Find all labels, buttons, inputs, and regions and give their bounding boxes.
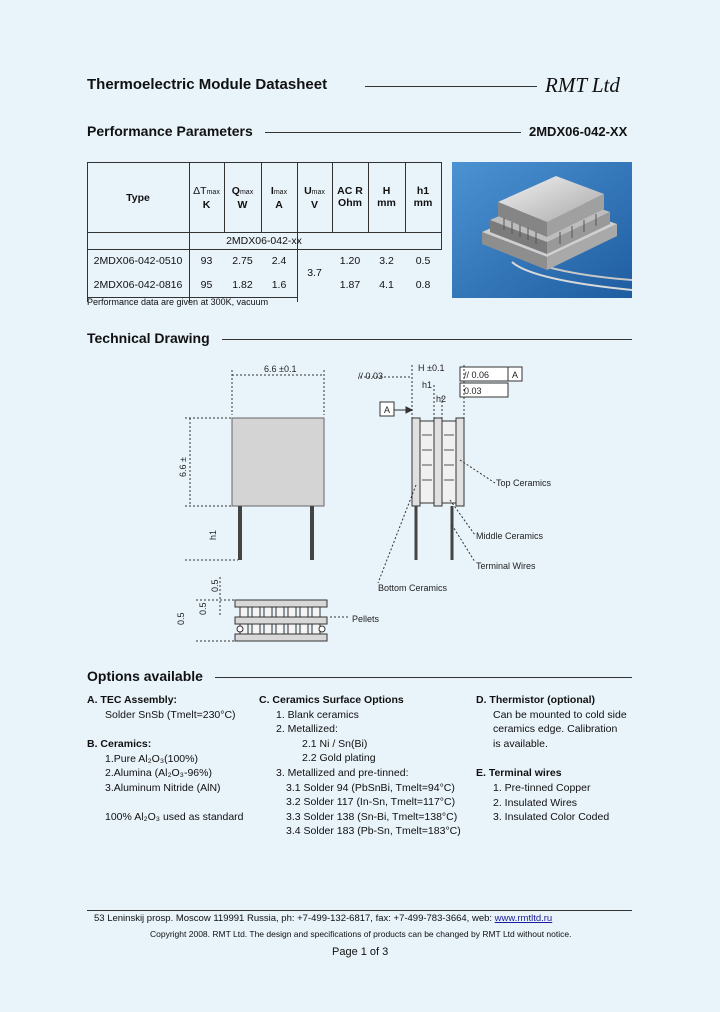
option-a-title: A. TEC Assembly: <box>87 694 178 706</box>
module-illustration <box>452 162 632 298</box>
header-acr: AC R Ohm <box>337 185 363 209</box>
options-title: Options available <box>87 668 203 684</box>
datum-a-label: A <box>384 405 391 415</box>
front-view-body <box>232 418 324 506</box>
table-cell: 4.1 <box>379 279 394 291</box>
group-label: 2MDX06-042-xx <box>226 235 302 247</box>
dim-h-label: H ±0.1 <box>418 363 445 373</box>
table-cell: 1.87 <box>339 279 361 291</box>
table-top-border <box>87 162 441 163</box>
footer-rule <box>87 910 632 911</box>
option-c-line: 3. Metallized and pre-tinned: <box>276 766 409 779</box>
dim-h1-side: h1 <box>422 380 433 390</box>
terminal-wires-label: Terminal Wires <box>476 561 536 571</box>
table-cell: 1.20 <box>339 255 361 267</box>
tol-left-label: // 0.03 <box>358 371 384 381</box>
bottom-ceramics-label: Bottom Ceramics <box>378 583 448 593</box>
option-b-line: 2.Alumina (Al₂O₃-96%) <box>105 767 212 780</box>
option-b-line <box>87 796 252 811</box>
table-cell: 2.4 <box>271 255 287 267</box>
header-rule <box>365 86 537 87</box>
side-dim-3: 0.5 <box>176 612 186 625</box>
header-dtmax: ΔTmax K <box>193 185 220 211</box>
table-cell-umax: 3.7 <box>307 267 322 279</box>
option-b-title: B. Ceramics: <box>87 738 152 751</box>
option-d-line: Can be mounted to cold side <box>493 708 627 721</box>
col-divider <box>441 162 442 250</box>
option-c-line: 3.4 Solder 183 (Pb-Sn, Tmelt=183°C) <box>286 825 461 838</box>
options-col-d <box>476 693 636 825</box>
footer-web-link[interactable]: www.rmtltd.ru <box>494 913 553 924</box>
option-b-line: 3.Aluminum Nitride (AlN) <box>105 781 221 794</box>
table-cell: 0.8 <box>415 279 431 291</box>
footer-address-text: 53 Leninskij prosp. Moscow 119991 Russia, ph: +7-499-132-6817, fax: +7-499-783-3664, web: <box>94 913 495 924</box>
dim-width-label: 6.6 ±0.1 <box>264 364 297 374</box>
header-type: Type <box>126 192 150 204</box>
side-dim-2: 0.5 <box>210 579 220 592</box>
option-d-line: ceramics edge. Calibration <box>493 723 618 736</box>
table-cell: 95 <box>200 279 213 291</box>
table-cell: 0.5 <box>415 255 431 267</box>
performance-table <box>87 162 441 302</box>
tol-ref-label: A <box>512 370 519 380</box>
header-imax: Imax A <box>270 185 288 211</box>
tol-flat-label: // 0.06 <box>464 370 490 380</box>
option-d-line: is available. <box>493 737 548 750</box>
row-divider <box>87 232 441 233</box>
side-dim-1: 0.5 <box>198 602 208 615</box>
page-title: Thermoelectric Module Datasheet <box>87 76 328 93</box>
footer-address <box>94 913 552 924</box>
table-cell: 1.6 <box>271 279 287 291</box>
header-h: H mm <box>377 185 396 209</box>
table-cell: 2MDX06-042-0816 <box>93 279 183 291</box>
option-c-line: 2. Metallized: <box>276 723 338 736</box>
option-c-title: C. Ceramics Surface Options <box>259 694 404 706</box>
option-e-line: 2. Insulated Wires <box>493 796 578 809</box>
table-cell: 2.75 <box>232 255 253 267</box>
part-code: 2MDX06-042-XX <box>529 124 628 139</box>
header-h1: h1 mm <box>413 185 433 209</box>
table-cell: 1.82 <box>232 279 253 291</box>
top-ceramics-label: Top Ceramics <box>496 478 552 488</box>
dim-h1-label: h1 <box>208 529 218 540</box>
option-b-line: 100% Al₂O₃ used as standard <box>105 811 244 824</box>
option-e-line: 3. Insulated Color Coded <box>493 811 610 824</box>
tol-box-label: 0.03 <box>464 386 482 396</box>
header-qmax: Qmax W <box>231 185 254 211</box>
option-c-line: 3.3 Solder 138 (Sn-Bi, Tmelt=138°C) <box>286 810 458 823</box>
dim-height-label: 6.6 ± <box>178 457 188 477</box>
option-b-line: 1.Pure Al₂O₃(100%) <box>105 752 198 765</box>
header-umax: Umax V <box>304 185 325 211</box>
option-e-title: E. Terminal wires <box>476 767 562 780</box>
technical-drawing <box>160 355 580 655</box>
option-c-line: 3.2 Solder 117 (In-Sn, Tmelt=117°C) <box>286 796 456 809</box>
page-number: Page 1 of 3 <box>332 946 389 958</box>
option-d-title: D. Thermistor (optional) <box>476 694 595 706</box>
footer-copyright: Copyright 2008. RMT Ltd. The design and specifications of products can be changed by RMT Ltd without notice. <box>150 929 572 939</box>
table-cell: 93 <box>200 255 213 267</box>
options-rule <box>215 677 632 678</box>
performance-rule <box>265 132 521 133</box>
table-cell: 2MDX06-042-0510 <box>93 255 183 267</box>
option-c-line: 3.1 Solder 94 (PbSnBi, Tmelt=94°C) <box>286 781 455 794</box>
options-col-c <box>259 693 469 839</box>
drawing-rule <box>222 339 632 340</box>
options-col-a <box>87 693 252 825</box>
dim-h2-label: h2 <box>436 394 447 404</box>
row-divider <box>87 249 441 250</box>
option-c-line: 2.1 Ni / Sn(Bi) <box>302 737 368 750</box>
option-e-line: 1. Pre-tinned Copper <box>493 781 591 794</box>
option-c-line: 2.2 Gold plating <box>302 752 376 765</box>
drawing-title: Technical Drawing <box>87 330 210 346</box>
option-a-line: Solder SnSb (Tmelt=230°C) <box>105 708 236 721</box>
table-cell: 3.2 <box>379 255 394 267</box>
option-c-line: 1. Blank ceramics <box>276 708 359 721</box>
middle-ceramics-label: Middle Ceramics <box>476 531 544 541</box>
pellets-label: Pellets <box>352 614 380 624</box>
performance-note: Performance data are given at 300K, vacuum <box>87 297 269 307</box>
brand-logo: RMT Ltd <box>545 73 620 97</box>
product-photo <box>452 162 632 298</box>
performance-title: Performance Parameters <box>87 123 253 139</box>
